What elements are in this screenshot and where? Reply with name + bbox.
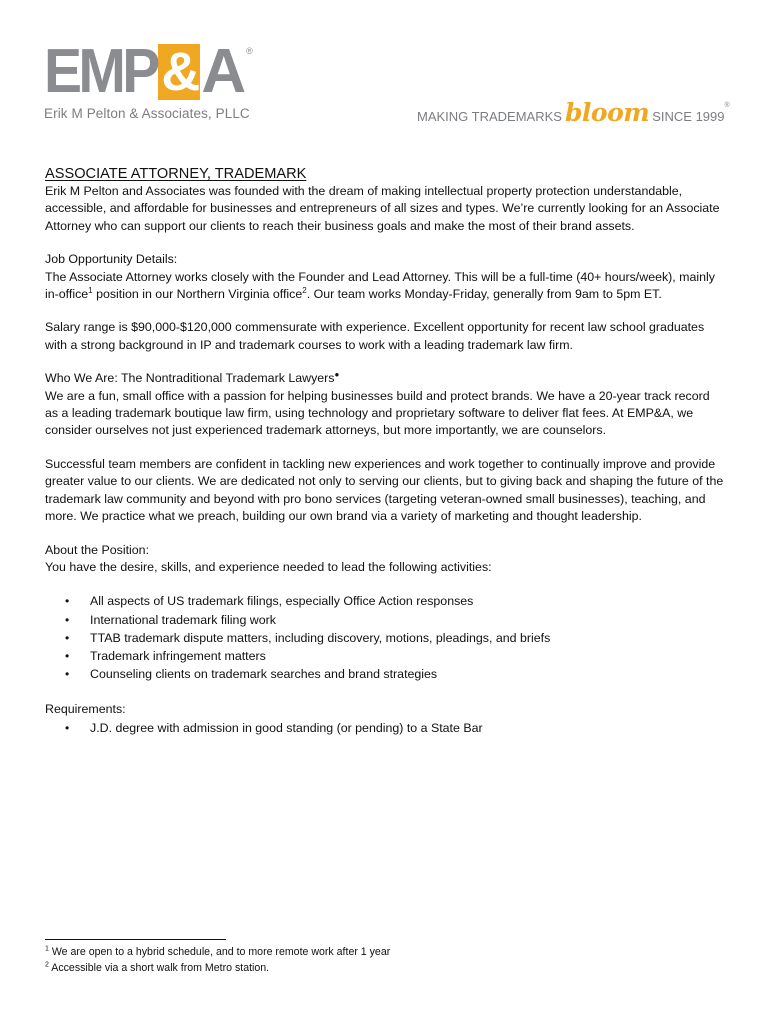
tagline-suffix: SINCE 1999	[652, 109, 725, 124]
tagline-prefix: MAKING TRADEMARKS	[417, 109, 562, 124]
about-position-intro: You have the desire, skills, and experience needed to lead the following activities:	[45, 559, 492, 574]
list-item: • All aspects of US trademark filings, especially Office Action responses	[45, 592, 725, 610]
about-position-heading: About the Position:	[45, 542, 150, 557]
tagline-bloom: bloom	[564, 98, 650, 127]
who-we-are-heading-mark: ●	[334, 370, 340, 380]
document-body	[45, 165, 725, 755]
list-item: • International trademark filing work	[45, 611, 725, 629]
who-we-are-paragraph-2: Successful team members are confident in tackling new experiences and work together to continually improve and provide greater value to our clients. We are dedicated not only to serving our clients, but to giving back and shaping the future of the trademark law community and beyond with pro bono services (targeting veteran-owned small businesses), teaching, and more. We practice what we preach, building our own brand via a variety of marketing and thought leadership.	[45, 456, 724, 524]
list-item: • Trademark infringement matters	[45, 647, 725, 665]
footnote-1-number: 1	[45, 945, 49, 953]
tagline	[417, 98, 730, 127]
footnote-2-number: 2	[45, 960, 49, 968]
job-details-text-c: . Our team works Monday-Friday, generally from 9am to 5pm ET.	[306, 287, 662, 302]
logo-registered-mark: ®	[246, 46, 253, 56]
activities-list	[45, 592, 725, 683]
requirements-list	[45, 719, 725, 737]
logo-emp-text: EMP	[44, 37, 157, 106]
logo-mark	[44, 37, 253, 106]
job-details-text-b: position in our Northern Virginia office	[92, 287, 303, 302]
footnote-ref-2: 2	[302, 285, 307, 295]
footnote-1-text: We are open to a hybrid schedule, and to more remote work after 1 year	[48, 946, 391, 958]
footnote-divider	[45, 939, 226, 940]
list-item: • TTAB trademark dispute matters, including discovery, motions, pleadings, and briefs	[45, 629, 725, 647]
job-details-heading: Job Opportunity Details:	[45, 252, 178, 267]
job-title: ASSOCIATE ATTORNEY, TRADEMARK	[45, 166, 307, 182]
footnote-2	[45, 961, 390, 977]
logo-a-text: A	[201, 37, 245, 106]
company-logo	[44, 37, 253, 121]
who-we-are-heading	[45, 370, 725, 387]
who-we-are-paragraph-1: We are a fun, small office with a passion for helping businesses build and protect brands. We have a 20-year track record as a leading trademark boutique law firm, using technology and proprietary software to deliver flat fees. At EMP&A, we consider ourselves not just experienced trademark attorneys, but more importantly, we are counselors.	[45, 388, 710, 438]
list-item: • J.D. degree with admission in good standing (or pending) to a State Bar	[45, 719, 725, 737]
footnote-ref-1: 1	[88, 285, 93, 295]
job-details-paragraph	[45, 269, 725, 304]
intro-paragraph: Erik M Pelton and Associates was founded with the dream of making intellectual property protection understandable, accessible, and affordable for businesses and entrepreneurs of all sizes and types. We’re currently looking for an Associate Attorney who can support our clients to reach their business goals and make the most of their brand assets.	[45, 184, 720, 233]
logo-ampersand: &	[158, 44, 200, 100]
salary-paragraph: Salary range is $90,000-$120,000 commensurate with experience. Excellent opportunity for recent law school graduates with a strong background in IP and trademark courses to work with a leading trademark law firm.	[45, 320, 705, 352]
job-details-text-a: The Associate Attorney works closely with the Founder and Lead Attorney. This will be a full-time (40+ hours/week), mainly in-office	[45, 269, 715, 302]
list-item: • Counseling clients on trademark searches and brand strategies	[45, 665, 725, 683]
logo-subtitle: Erik M Pelton & Associates, PLLC	[44, 106, 250, 121]
requirements-heading: Requirements:	[45, 702, 126, 717]
footnote-2-text: Accessible via a short walk from Metro station.	[48, 961, 270, 974]
tagline-registered-mark: ®	[724, 102, 730, 109]
footnotes	[45, 945, 390, 976]
who-we-are-heading-text: Who We Are: The Nontraditional Trademark Lawyers	[45, 371, 335, 386]
footnote-1	[45, 945, 390, 961]
